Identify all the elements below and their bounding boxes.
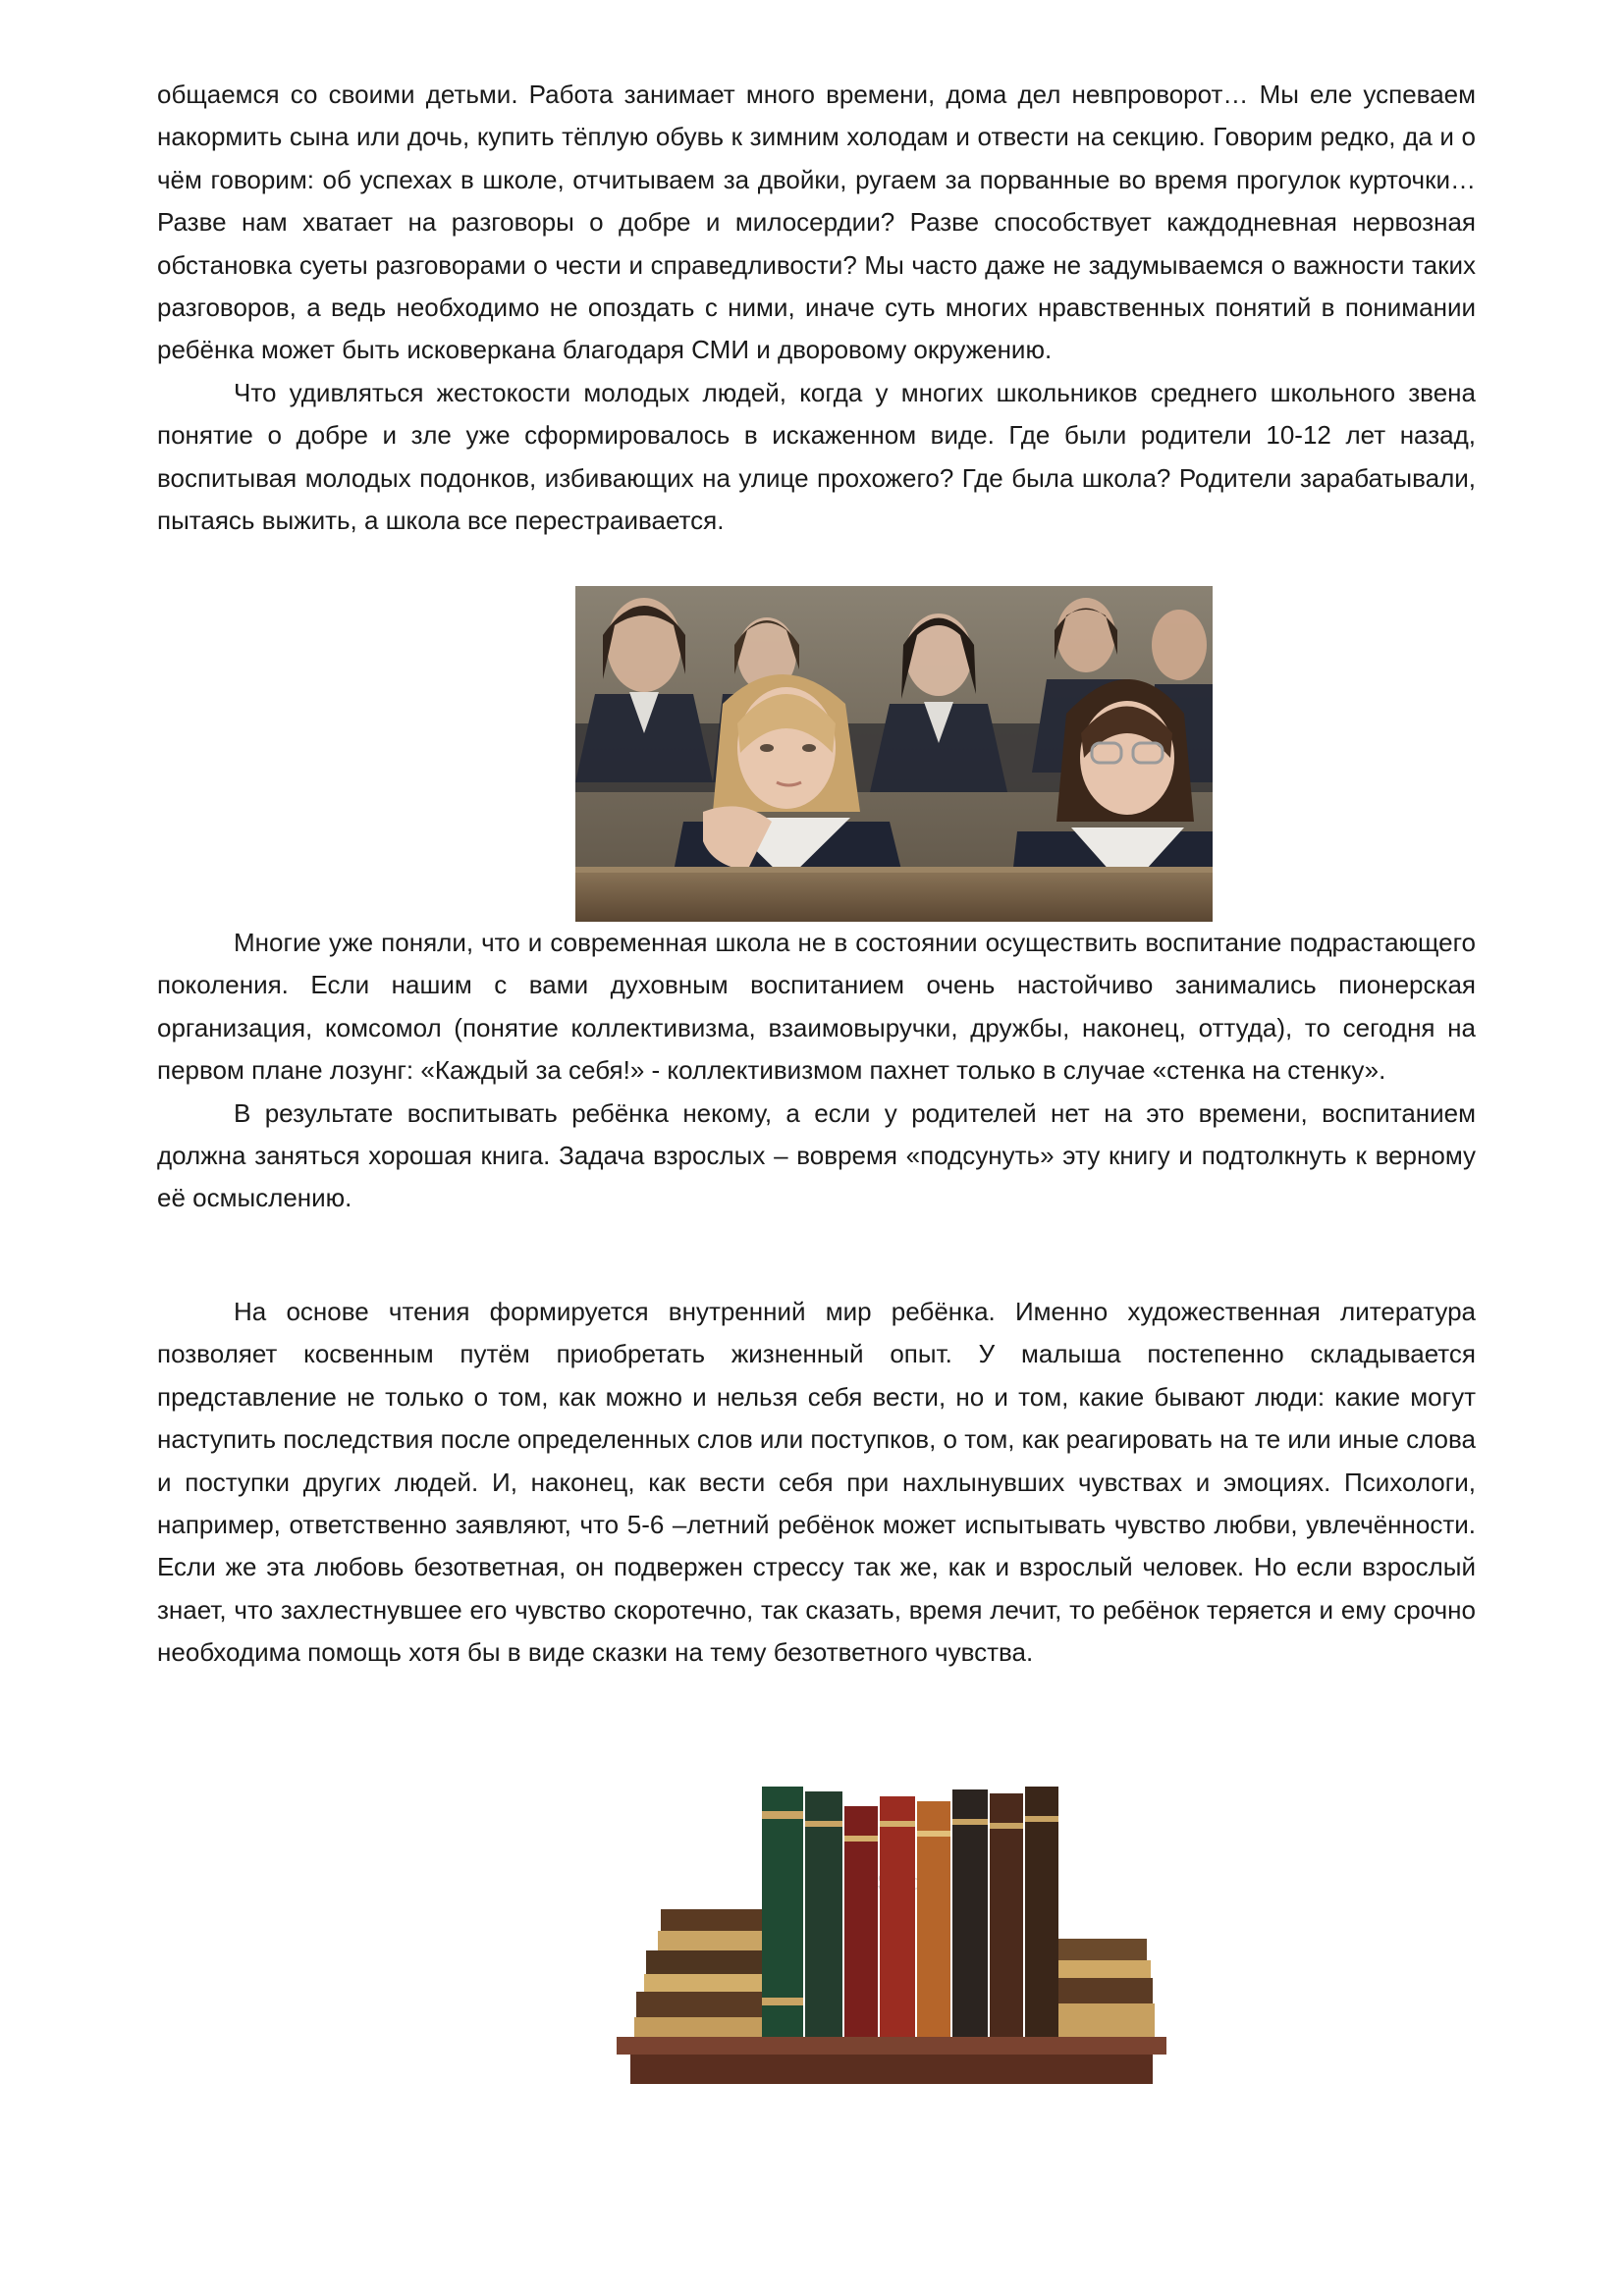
books-illustration: [607, 1752, 1176, 2084]
paragraph: общаемся со своими детьми. Работа занимает много времени, дома дел невпроворот… Мы еле успеваем накормить сына или дочь, купить тёплую обувь к зимним холодам и отвести на секцию. Говорим редко, да и о чём говорим: об успехах в школе, отчитываем за двойки, ругаем за порванные во время прогулок курточки… Разве нам хватает на разговоры о добре и милосердии? Разве способствует каждодневная нервозная обстановка суеты разговорами о чести и справедливости? Мы часто даже не задумываемся о важности таких разговоров, а ведь необходимо не опоздать с ними, иначе суть многих нравственных понятий в понимании ребёнка может быть исковеркана благодаря СМИ и дворовому окружению.: [157, 80, 1476, 365]
text-block-middle: [157, 922, 1476, 1220]
paragraph: В результате воспитывать ребёнка некому, а если у родителей нет на это времени, воспитанием должна заняться хорошая книга. Задача взрослых – вовремя «подсунуть» эту книгу и подтолкнуть к верному её осмыслению.: [157, 1097, 1476, 1213]
paragraph: На основе чтения формируется внутренний мир ребёнка. Именно художественная литература позволяет косвенным путём приобретать жизненный опыт. У малыша постепенно складывается представление не только о том, как можно и нельзя себя вести, но и том, какие бывают люди: какие могут наступить последствия после определенных слов или поступков, о том, как реагировать на те или иные слова и поступки других людей. И, наконец, как вести себя при нахлынувших чувствах и эмоциях. Психологи, например, ответственно заявляют, что 5-6 –летний ребёнок может испытывать чувство любви, увлечённости. Если же эта любовь безответная, он подвержен стрессу так же, как и взрослый человек. Но если взрослый знает, что захлестнувшее его чувство скоротечно, так сказать, время лечит, то ребёнок теряется и ему срочно необходима помощь хотя бы в виде сказки на тему безответного чувства.: [157, 1297, 1476, 1668]
text-block-bottom: [157, 1291, 1476, 1675]
schoolchildren-photo: [575, 586, 1213, 922]
paragraph: Многие уже поняли, что и современная школа не в состоянии осуществить воспитание подрастающего поколения. Если нашим с вами духовным воспитанием очень настойчиво занимались пионерская организация, комсомол (понятие коллективизма, взаимовыручки, дружбы, наконец, оттуда), то сегодня на первом плане лозунг: «Каждый за себя!» - коллективизмом пахнет только в случае «стенка на стенку».: [157, 928, 1476, 1086]
paragraph: Что удивляться жестокости молодых людей, когда у многих школьников среднего школьного звена понятие о добре и зле уже сформировалось в искаженном виде. Где были родители 10-12 лет назад, воспитывая молодых подонков, избивающих на улице прохожего? Где была школа? Родители зарабатывали, пытаясь выжить, а школа все перестраивается.: [157, 377, 1476, 536]
text-block-top: [157, 74, 1476, 542]
